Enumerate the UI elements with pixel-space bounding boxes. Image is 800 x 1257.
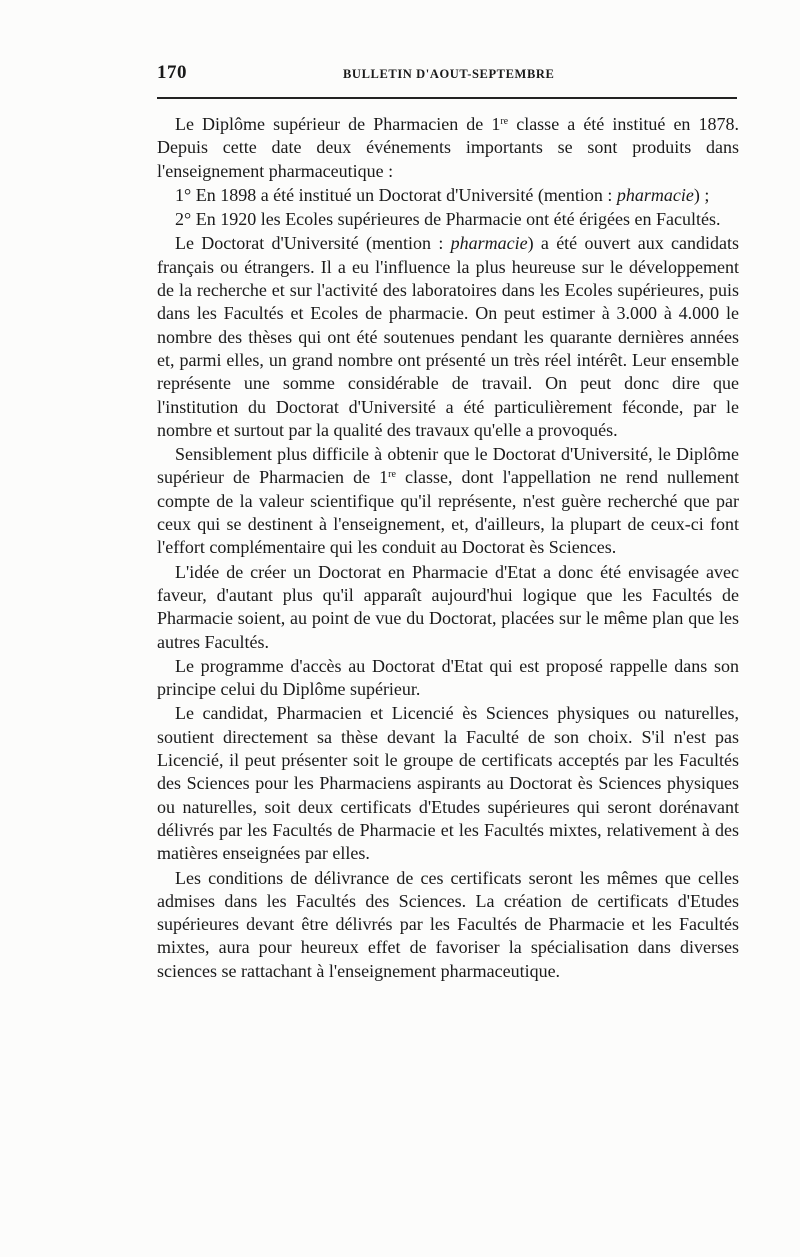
running-title: BULLETIN D'AOUT-SEPTEMBRE (343, 67, 555, 81)
page-number: 170 (157, 62, 187, 83)
body-text (157, 113, 739, 984)
paragraph-8: Le candidat, Pharmacien et Licencié ès Sciences physiques ou naturelles, soutient directement sa thèse devant la Faculté de son choix. S'il n'est pas Licencié, il peut présenter soit le groupe de certificats acceptés par les Facultés des Sciences pour les Pharmaciens aspirants au Doctorat ès Sciences physiques ou naturelles, soit deux certificats d'Etudes supérieures qui seront dorénavant délivrés par les Facultés de Pharmacie et les Facultés mixtes, relativement à des matières enseignées par elles. (157, 703, 739, 864)
paragraph-1: Le Diplôme supérieur de Pharmacien de 1re classe a été institué en 1878. Depuis cette date deux événements importants se sont produits dans l'enseignement pharmaceutique : (157, 114, 740, 181)
paragraph-2: 1° En 1898 a été institué un Doctorat d'Université (mention : pharmacie) ; (175, 184, 710, 205)
paragraph-6: L'idée de créer un Doctorat en Pharmacie d'Etat a donc été envisagée avec faveur, d'autant plus qu'il apparaît aujourd'hui logique que les Facultés de Pharmacie soient, au point de vue du Doctorat, placées sur le même plan que les autres Facultés. (157, 561, 739, 652)
paragraph-5: Sensiblement plus difficile à obtenir que le Doctorat d'Université, le Diplôme supérieur de Pharmacien de 1re classe, dont l'appellation ne rend nullement compte de la valeur scientifique qu'il représente, n'est guère recherché que par ceux qui se destinent à l'enseignement, et, d'ailleurs, la plupart de ceux-ci font l'effort complémentaire qui les conduit au Doctorat ès Sciences. (157, 444, 739, 558)
paragraph-4: Le Doctorat d'Université (mention : pharmacie) a été ouvert aux candidats français ou étrangers. Il a eu l'influence la plus heureuse sur le développement de la recherche et sur l'activité des laboratoires dans les Ecoles supérieures, puis dans les Facultés et Ecoles de pharmacie. On peut estimer à 3.000 à 4.000 le nombre des thèses qui ont été soutenues pendant les quarante dernières années et, parmi elles, un grand nombre ont présenté un très réel intérêt. Leur ensemble représente une somme considérable de travail. On peut donc dire que l'institution du Doctorat d'Université a été particulièrement féconde, par le nombre et surtout par la qualité des travaux qu'elle a provoqués. (157, 233, 739, 440)
running-header (157, 62, 737, 90)
paragraph-9: Les conditions de délivrance de ces certificats seront les mêmes que celles admises dans les Facultés des Sciences. La création de certificats d'Etudes supérieures devant être délivrés par les Facultés de Pharmacie et les Facultés mixtes, aura pour heureux effet de favoriser la spécialisation dans diverses sciences se rattachant à l'enseignement pharmaceutique. (157, 867, 739, 981)
paragraph-3: 2° En 1920 les Ecoles supérieures de Pharmacie ont été érigées en Facultés. (175, 209, 721, 230)
header-rule (157, 97, 737, 99)
paragraph-7: Le programme d'accès au Doctorat d'Etat qui est proposé rappelle dans son principe celui du Diplôme supérieur. (157, 655, 739, 700)
